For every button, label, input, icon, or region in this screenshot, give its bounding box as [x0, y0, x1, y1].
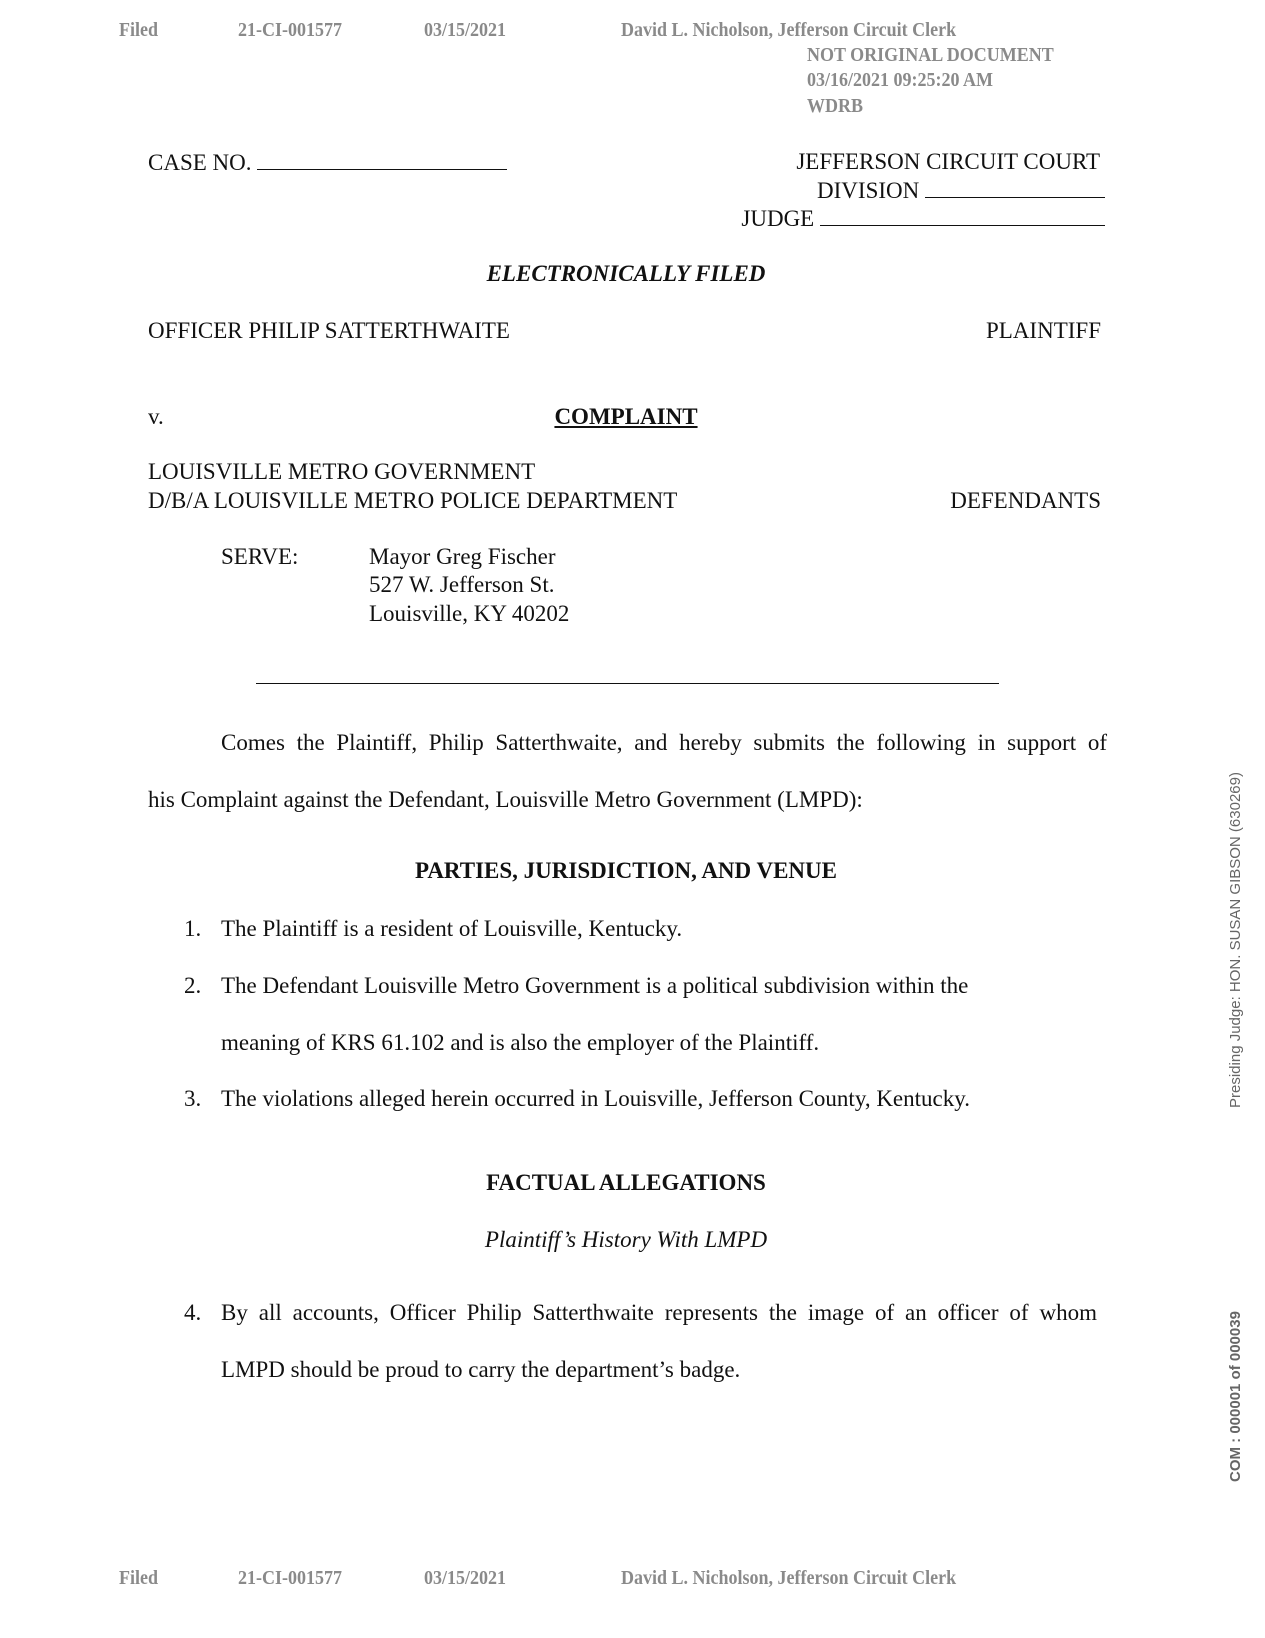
filed-date: 03/15/2021 — [424, 19, 507, 41]
serve-line: Louisville, KY 40202 — [369, 601, 570, 626]
intro-line-2: his Complaint against the Defendant, Louisville Metro Government (LMPD): — [148, 787, 863, 812]
intro-line-1: Comes the Plaintiff, Philip Satterthwaite, and hereby submits the following in support of — [221, 730, 1107, 755]
item-number: 3. — [184, 1086, 202, 1111]
filed-date: 03/15/2021 — [424, 1567, 507, 1589]
case-no-field — [148, 149, 507, 176]
not-original-notice: NOT ORIGINAL DOCUMENT — [807, 44, 1054, 66]
subsection-heading: Plaintiff’s History With LMPD — [484, 1227, 768, 1252]
timestamp: 03/16/2021 09:25:20 AM — [807, 69, 993, 91]
document-title: COMPLAINT — [554, 404, 698, 429]
presiding-judge-note: Presiding Judge: HON. SUSAN GIBSON (630269) — [1227, 772, 1244, 1108]
item-text: The Plaintiff is a resident of Louisville, Kentucky. — [221, 916, 683, 941]
item-text: The violations alleged herein occurred in Louisville, Jefferson County, Kentucky. — [221, 1086, 970, 1111]
clerk-name: David L. Nicholson, Jefferson Circuit Clerk — [621, 1567, 957, 1589]
case-no-blank — [257, 149, 507, 170]
division-blank — [925, 177, 1105, 198]
judge-blank — [820, 205, 1105, 226]
serve-line: 527 W. Jefferson St. — [369, 572, 555, 597]
item-text: meaning of KRS 61.102 and is also the employer of the Plaintiff. — [221, 1030, 820, 1055]
serve-label: SERVE: — [221, 544, 299, 569]
case-number: 21-CI-001577 — [238, 19, 342, 41]
filed-label: Filed — [119, 1567, 159, 1589]
electronically-filed: ELECTRONICALLY FILED — [486, 261, 766, 286]
divider — [256, 683, 999, 684]
section-heading-parties: PARTIES, JURISDICTION, AND VENUE — [414, 858, 837, 883]
division-field — [817, 177, 1105, 204]
case-no-label: CASE NO. — [148, 150, 252, 175]
source: WDRB — [807, 95, 864, 117]
filed-label: Filed — [119, 19, 159, 41]
defendant-line-2: D/B/A LOUISVILLE METRO POLICE DEPARTMENT — [148, 488, 678, 513]
section-heading-factual: FACTUAL ALLEGATIONS — [486, 1170, 766, 1195]
item-text: By all accounts, Officer Philip Satterthwaite represents the image of an officer of whom — [221, 1300, 1097, 1325]
defendant-line-1: LOUISVILLE METRO GOVERNMENT — [148, 459, 536, 484]
plaintiff-name: OFFICER PHILIP SATTERTHWAITE — [148, 318, 510, 343]
page-counter: COM : 000001 of 000039 — [1227, 1311, 1244, 1482]
plaintiff-label: PLAINTIFF — [985, 318, 1101, 343]
item-text: LMPD should be proud to carry the department’s badge. — [221, 1357, 741, 1382]
item-number: 2. — [184, 973, 202, 998]
clerk-name: David L. Nicholson, Jefferson Circuit Clerk — [621, 19, 957, 41]
item-text: The Defendant Louisville Metro Government is a political subdivision within the — [221, 973, 969, 998]
division-label: DIVISION — [817, 178, 920, 203]
judge-field — [741, 205, 1105, 232]
item-number: 4. — [184, 1300, 202, 1325]
item-number: 1. — [184, 916, 202, 941]
case-number: 21-CI-001577 — [238, 1567, 342, 1589]
court-name: JEFFERSON CIRCUIT COURT — [796, 149, 1100, 174]
judge-label: JUDGE — [741, 206, 815, 231]
serve-line: Mayor Greg Fischer — [369, 544, 556, 569]
defendants-label: DEFENDANTS — [950, 488, 1101, 513]
versus: v. — [148, 404, 164, 429]
